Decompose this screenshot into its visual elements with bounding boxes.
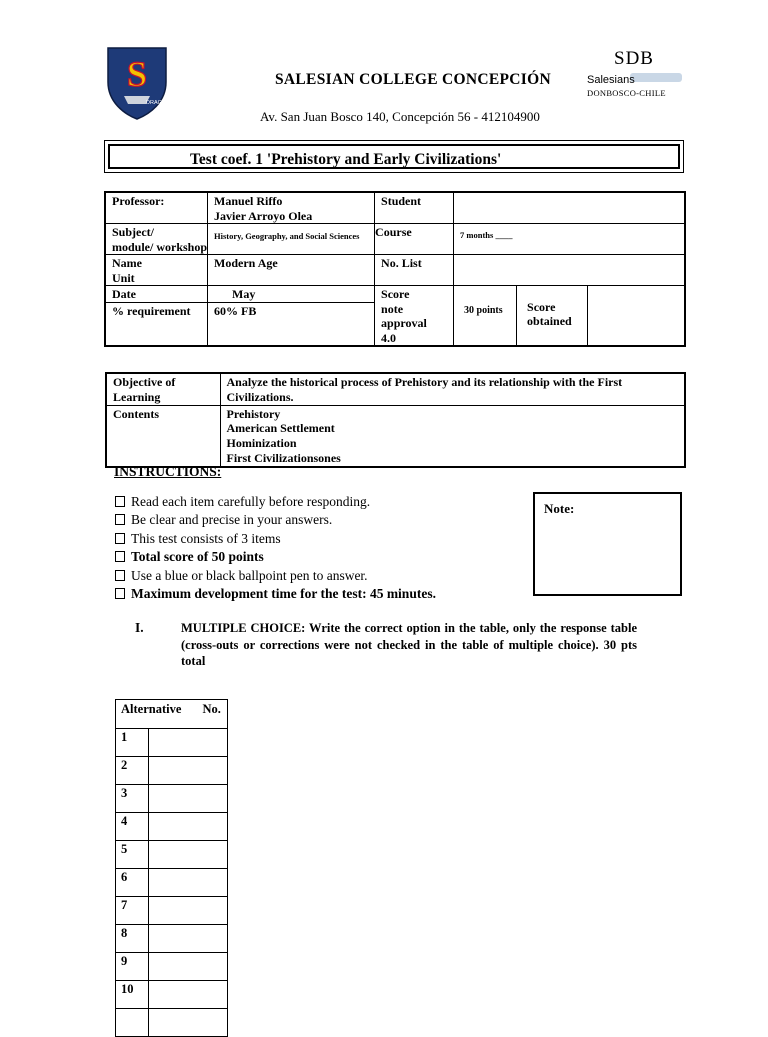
title-inner-frame	[108, 144, 680, 169]
unit-label-2: Unit	[112, 270, 135, 285]
instruction-item	[115, 511, 436, 529]
subject-label-2: module/ workshop	[112, 239, 208, 254]
note-box[interactable]	[533, 492, 682, 596]
row-number: 2	[116, 757, 149, 785]
instructions-list	[115, 493, 436, 603]
score-label-4: 4.0	[381, 330, 397, 345]
logo-bar	[630, 73, 682, 82]
list-number-field[interactable]	[454, 255, 685, 286]
instruction-text: Maximum development time for the test: 45 minutes.	[131, 585, 436, 601]
answer-cell[interactable]	[149, 869, 228, 897]
answer-table-header: Alternative No.	[116, 700, 228, 729]
instructions-title: INSTRUCTIONS:	[114, 464, 222, 479]
college-name: SALESIAN COLLEGE CONCEPCIÓN	[275, 71, 551, 88]
subject-label-1: Subject/	[112, 225, 154, 239]
course-label: Course	[375, 224, 454, 255]
answer-cell[interactable]	[149, 925, 228, 953]
objective-value-2: Civilizations.	[226, 389, 294, 404]
objective-label	[106, 373, 220, 405]
logo-donbosco-text: DONBOSCO-CHILE	[587, 88, 666, 98]
obtained-2: obtained	[527, 314, 572, 328]
test-title: Test coef. 1 'Prehistory and Early Civilizations'	[190, 151, 502, 168]
instruction-item	[115, 585, 436, 603]
checkbox-icon	[115, 533, 125, 544]
student-field[interactable]	[454, 192, 685, 224]
checkbox-icon	[115, 570, 125, 581]
section-number: I.	[135, 620, 144, 635]
date-value: May	[208, 286, 375, 303]
answer-table	[115, 699, 228, 1037]
points-cell	[454, 286, 517, 347]
professor-1: Manuel Riffo	[214, 194, 283, 208]
answer-cell[interactable]	[149, 785, 228, 813]
row-number: 4	[116, 813, 149, 841]
subject-value	[208, 224, 375, 255]
row-number: 9	[116, 953, 149, 981]
checkbox-icon	[115, 496, 125, 507]
row-number	[116, 1009, 149, 1037]
instruction-text: Total score of 50 points	[131, 549, 264, 565]
row-number: 10	[116, 981, 149, 1009]
instruction-item	[115, 548, 436, 566]
student-label: Student	[375, 192, 454, 224]
contents-label: Contents	[106, 405, 220, 467]
row-number: 7	[116, 897, 149, 925]
instruction-text: Be clear and precise in your answers.	[131, 512, 333, 528]
unit-value: Modern Age	[208, 255, 375, 286]
instruction-text: This test consists of 3 items	[131, 530, 281, 546]
objective-label-1: Objective of	[113, 375, 176, 389]
checkbox-icon	[115, 588, 125, 599]
logo-salesians-text: Salesians	[587, 74, 635, 86]
date-label: Date	[105, 286, 208, 303]
answer-cell[interactable]	[149, 729, 228, 757]
score-note-label	[375, 286, 454, 347]
subject-label	[105, 224, 208, 255]
answer-cell[interactable]	[149, 981, 228, 1009]
section-text: Write the correct option in the table, only the response table (cross-outs or corrections were not checked in the table of multiple choice). 30 pts total	[181, 621, 637, 668]
test-info-table	[104, 191, 686, 347]
score-label-3: approval	[381, 316, 427, 330]
score-obtained-label	[517, 286, 588, 347]
content-item: First Civilizationsones	[226, 450, 341, 465]
checkbox-icon	[115, 514, 125, 525]
score-label-2: note	[381, 301, 404, 316]
objective-label-2: Learning	[113, 389, 161, 404]
objective-value	[220, 373, 685, 405]
logo-sdb-text: SDB	[614, 48, 654, 69]
answer-cell[interactable]	[149, 953, 228, 981]
answer-cell[interactable]	[149, 813, 228, 841]
score-obtained-field[interactable]	[588, 286, 685, 347]
crest-text: DRAG	[146, 100, 162, 106]
course-field[interactable]	[454, 224, 685, 255]
row-number: 3	[116, 785, 149, 813]
school-crest-logo	[106, 46, 168, 120]
instruction-text: Read each item carefully before responding.	[131, 494, 371, 509]
checkbox-icon	[115, 551, 125, 562]
row-number: 6	[116, 869, 149, 897]
course-value: 7 months ____	[460, 230, 513, 240]
objective-value-1: Analyze the historical process of Prehistory and its relationship with the First	[226, 375, 623, 389]
professor-label: Professor:	[105, 192, 208, 224]
list-label: No. List	[375, 255, 454, 286]
sdb-logo	[584, 48, 686, 100]
points-value: 30 points	[464, 304, 503, 316]
professor-2: Javier Arroyo Olea	[214, 208, 313, 223]
unit-label	[105, 255, 208, 286]
row-number: 8	[116, 925, 149, 953]
score-label-1: Score	[381, 287, 410, 301]
obtained-1: Score	[527, 299, 556, 314]
row-number: 1	[116, 729, 149, 757]
svg-text:S: S	[126, 54, 148, 94]
answer-cell[interactable]	[149, 897, 228, 925]
professor-value	[208, 192, 375, 224]
content-item: American Settlement	[226, 421, 335, 436]
section-heading: MULTIPLE CHOICE:	[181, 621, 306, 635]
contents-list	[220, 405, 685, 467]
content-item: Prehistory	[226, 406, 281, 421]
objectives-table	[105, 372, 686, 468]
requirement-label: % requirement	[105, 302, 208, 346]
requirement-value: 60% FB	[208, 302, 375, 346]
note-label: Note:	[544, 501, 575, 516]
instruction-item	[115, 567, 436, 585]
instruction-text: Use a blue or black ballpoint pen to answer.	[131, 567, 368, 583]
answer-cell[interactable]	[149, 1009, 228, 1037]
section-instructions	[181, 620, 637, 670]
content-item: Hominization	[226, 436, 297, 451]
instruction-item	[115, 493, 436, 511]
instruction-item	[115, 530, 436, 548]
unit-label-1: Name	[112, 256, 142, 270]
answer-cell[interactable]	[149, 841, 228, 869]
title-box	[104, 140, 684, 173]
school-address: Av. San Juan Bosco 140, Concepción 56 - 412104900	[260, 109, 540, 124]
answer-cell[interactable]	[149, 757, 228, 785]
subject-value-text: History, Geography, and Social Sciences	[214, 231, 360, 241]
row-number: 5	[116, 841, 149, 869]
